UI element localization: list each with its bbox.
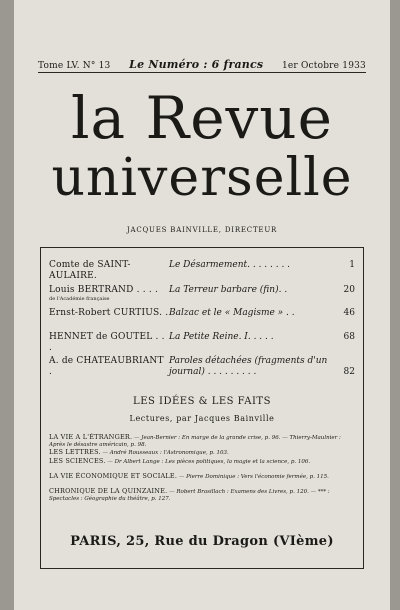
toc-entry: [49, 308, 355, 319]
ideas-text: — Pierre Dominique : Vers l'économie fermée, p. 115.: [178, 474, 329, 480]
volume-number: Tome LV. N° 13: [38, 61, 111, 71]
ideas-heading: LES IDÉES & LES FAITS: [133, 396, 271, 407]
toc-page: 20: [343, 285, 355, 295]
issue-price: Le Numéro : 6 francs: [129, 58, 264, 71]
toc-author: A. de CHATEAUBRIANT .: [49, 356, 164, 377]
toc-title: Paroles détachées (fragments d'un journal) . . . . . . . . .: [169, 356, 328, 377]
masthead-line-1: la Revue: [70, 84, 333, 152]
ideas-text: — Dr Albert Lange : Les pièces politiques, la magie et la science, p. 106.: [107, 459, 311, 465]
lectures-line: Lectures, par Jacques Bainville: [129, 414, 275, 423]
toc-page: 46: [343, 308, 355, 318]
toc-title: La Terreur barbare (fin). .: [169, 285, 288, 295]
ideas-text: — André Rousseaux : l'Astronomique, p. 103.: [102, 450, 229, 456]
director-line: JACQUES BAINVILLE, DIRECTEUR: [126, 226, 278, 234]
toc-author: Comte de SAINT-AULAIRE.: [49, 260, 131, 281]
toc-entry: [49, 285, 355, 302]
toc-page: 68: [343, 332, 355, 342]
publisher-address: PARIS, 25, Rue du Dragon (VIème): [70, 534, 334, 549]
header-rule: [38, 72, 366, 73]
masthead-line-2: universelle: [51, 148, 353, 208]
ideas-category: LES LETTRES.: [49, 448, 101, 456]
toc-title: Le Désarmement. . . . . . . .: [169, 260, 291, 270]
ideas-item: [49, 473, 355, 481]
toc-entry: [49, 356, 355, 378]
toc-page: 82: [343, 367, 355, 377]
toc-author-note: de l'Académie française: [49, 296, 110, 302]
toc-entry: [49, 260, 355, 282]
ideas-item: [49, 458, 355, 466]
table-of-contents: [40, 247, 364, 569]
toc-title: Balzac et le « Magisme » . .: [169, 308, 295, 318]
toc-author-block: [49, 285, 169, 302]
toc-author: Louis BERTRAND . . . .: [49, 285, 159, 295]
ideas-category: CHRONIQUE DE LA QUINZAINE.: [49, 487, 168, 495]
ideas-category: LA VIE A L'ÉTRANGER.: [49, 433, 133, 441]
toc-entry: [49, 332, 355, 354]
ideas-item: [49, 434, 355, 449]
toc-author: Ernst-Robert CURTIUS. .: [49, 308, 169, 318]
ideas-text: — Jean-Bernier : En marge de la grande crise, p. 96. — Thierry-Maulnier : Après le désastre américain, p. 98.: [49, 435, 341, 448]
ideas-category: LA VIE ÉCONOMIQUE ET SOCIALE.: [49, 472, 178, 480]
ideas-item: [49, 449, 355, 457]
toc-page: 1: [349, 260, 355, 270]
toc-title: La Petite Reine. I. . . . .: [169, 332, 274, 342]
toc-author: HENNET de GOUTEL . . .: [49, 332, 165, 353]
issue-header: [38, 58, 366, 71]
ideas-item: [49, 488, 355, 503]
magazine-cover: [14, 0, 390, 610]
ideas-text: — Robert Brasillach : Examens des Livres, p. 120. — *** : Spectacles : Géographie du théâtre, p. 127.: [49, 489, 330, 502]
issue-date: 1er Octobre 1933: [281, 61, 366, 71]
ideas-category: LES SCIENCES.: [49, 457, 106, 465]
